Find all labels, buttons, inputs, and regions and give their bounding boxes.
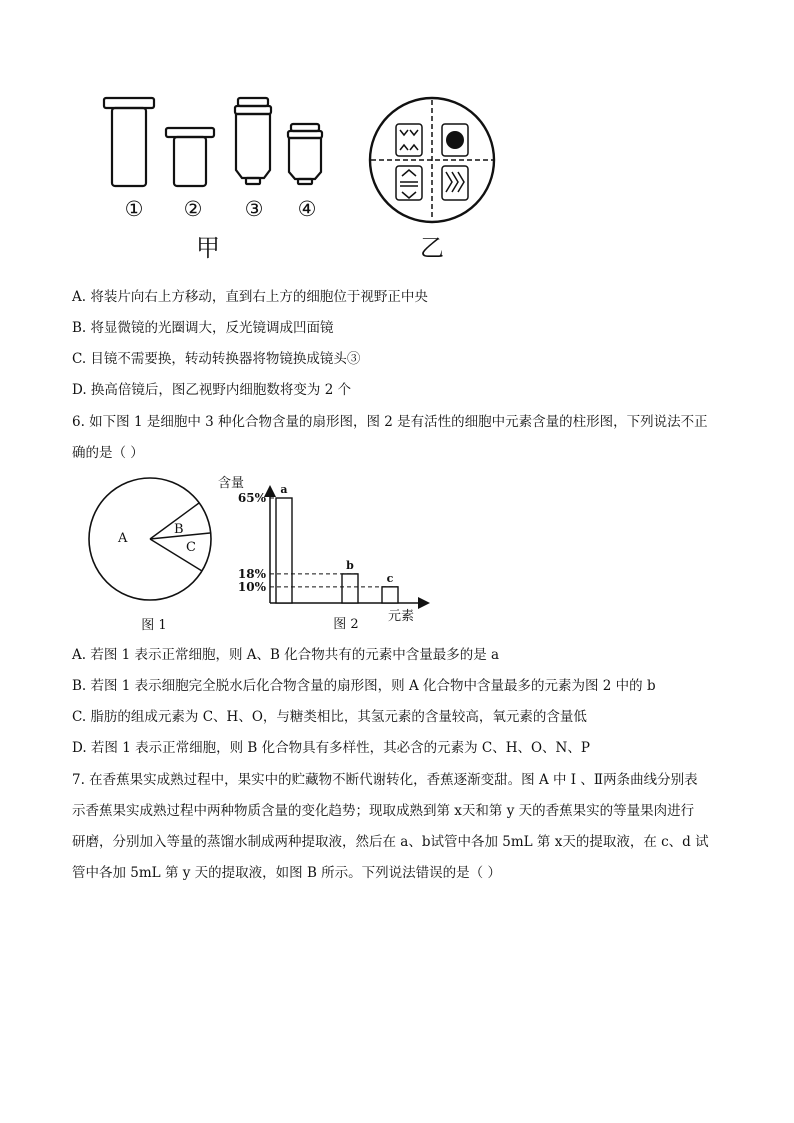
figure-2-bar-chart: [212, 470, 442, 640]
bar-label-b: b: [346, 558, 354, 572]
lens-1-eyepiece-long: [104, 98, 154, 186]
q7-line4: 管中各加 5mL 第 y 天的提取液，如图 B 所示。下列说法错误的是（ ）: [72, 865, 501, 881]
lens-label-4: ④: [297, 197, 317, 221]
y-tick-b: 18%: [237, 566, 266, 581]
y-tick-a: 65%: [237, 491, 266, 505]
q6-stem-line1: 6. 如下图 1 是细胞中 3 种化合物含量的扇形图，图 2 是有活性的细胞中元素含量的柱形图，下列说法不正: [72, 414, 708, 430]
q6-option-d: D. 若图 1 表示正常细胞，则 B 化合物具有多样性，其必含的元素为 C、H、O、N、P: [72, 740, 590, 756]
figure-2-caption: 图 2: [333, 617, 359, 632]
pie-label-c: C: [186, 540, 196, 555]
lens-2-eyepiece-short: [166, 128, 214, 186]
bar-c: [382, 587, 398, 603]
q5-option-b: B. 将显微镜的光圈调大，反光镜调成凹面镜: [72, 320, 334, 336]
figure-jia: [96, 88, 346, 268]
figure-yi-caption: 乙: [420, 234, 444, 262]
cell-bottom-left: [396, 166, 422, 200]
chart-ylabel: 含量: [218, 476, 245, 491]
q6-stem-line2: 确的是（ ）: [72, 445, 144, 461]
q7-line1: 7. 在香蕉果实成熟过程中，果实中的贮藏物不断代谢转化，香蕉逐渐变甜。图 A 中 Ⅰ 、Ⅱ两条曲线分别表: [72, 772, 698, 788]
bar-label-c: c: [386, 571, 394, 585]
lens-label-2: ②: [183, 197, 203, 221]
q6-option-b: B. 若图 1 表示细胞完全脱水后化合物含量的扇形图，则 A 化合物中含量最多的元素为图 2 中的 b: [72, 678, 656, 694]
q7-line3: 研磨，分别加入等量的蒸馏水制成两种提取液，然后在 a、b试管中各加 5mL 第 x天的提取液，在 c、d 试: [72, 834, 709, 850]
cell-top-left: [396, 124, 422, 156]
chart-xlabel: 元素: [388, 609, 415, 624]
y-tick-c: 10%: [237, 579, 266, 594]
figure-1-pie: [84, 475, 219, 635]
cell-top-right: [442, 124, 468, 156]
figure-1-caption: 图 1: [141, 618, 167, 633]
bar-b: [342, 574, 358, 603]
pie-label-a: A: [118, 531, 128, 546]
lens-4-objective-short: [288, 124, 322, 184]
q6-option-c: C. 脂肪的组成元素为 C、H、O，与糖类相比，其氢元素的含量较高，氧元素的含量低: [72, 709, 587, 725]
pie-label-b: B: [174, 522, 184, 537]
q5-option-a: A. 将装片向右上方移动，直到右上方的细胞位于视野正中央: [72, 289, 428, 305]
cell-bottom-right: [442, 166, 468, 200]
q7-line2: 示香蕉果实成熟过程中两种物质含量的变化趋势；现取成熟到第 x天和第 y 天的香蕉果实的等量果肉进行: [72, 803, 695, 819]
q6-option-a: A. 若图 1 表示正常细胞，则 A、B 化合物共有的元素中含量最多的是 a: [72, 647, 500, 663]
figure-jia-caption: 甲: [196, 234, 220, 262]
lens-3-objective-long: [235, 98, 271, 184]
q5-option-d: D. 换高倍镜后，图乙视野内细胞数将变为 2 个: [72, 382, 352, 398]
q5-option-c: C. 目镜不需要换，转动转换器将物镜换成镜头③: [72, 351, 361, 367]
lens-label-3: ③: [244, 197, 264, 221]
figure-yi: [362, 92, 502, 270]
bar-label-a: a: [280, 483, 288, 496]
lens-label-1: ①: [124, 197, 144, 221]
